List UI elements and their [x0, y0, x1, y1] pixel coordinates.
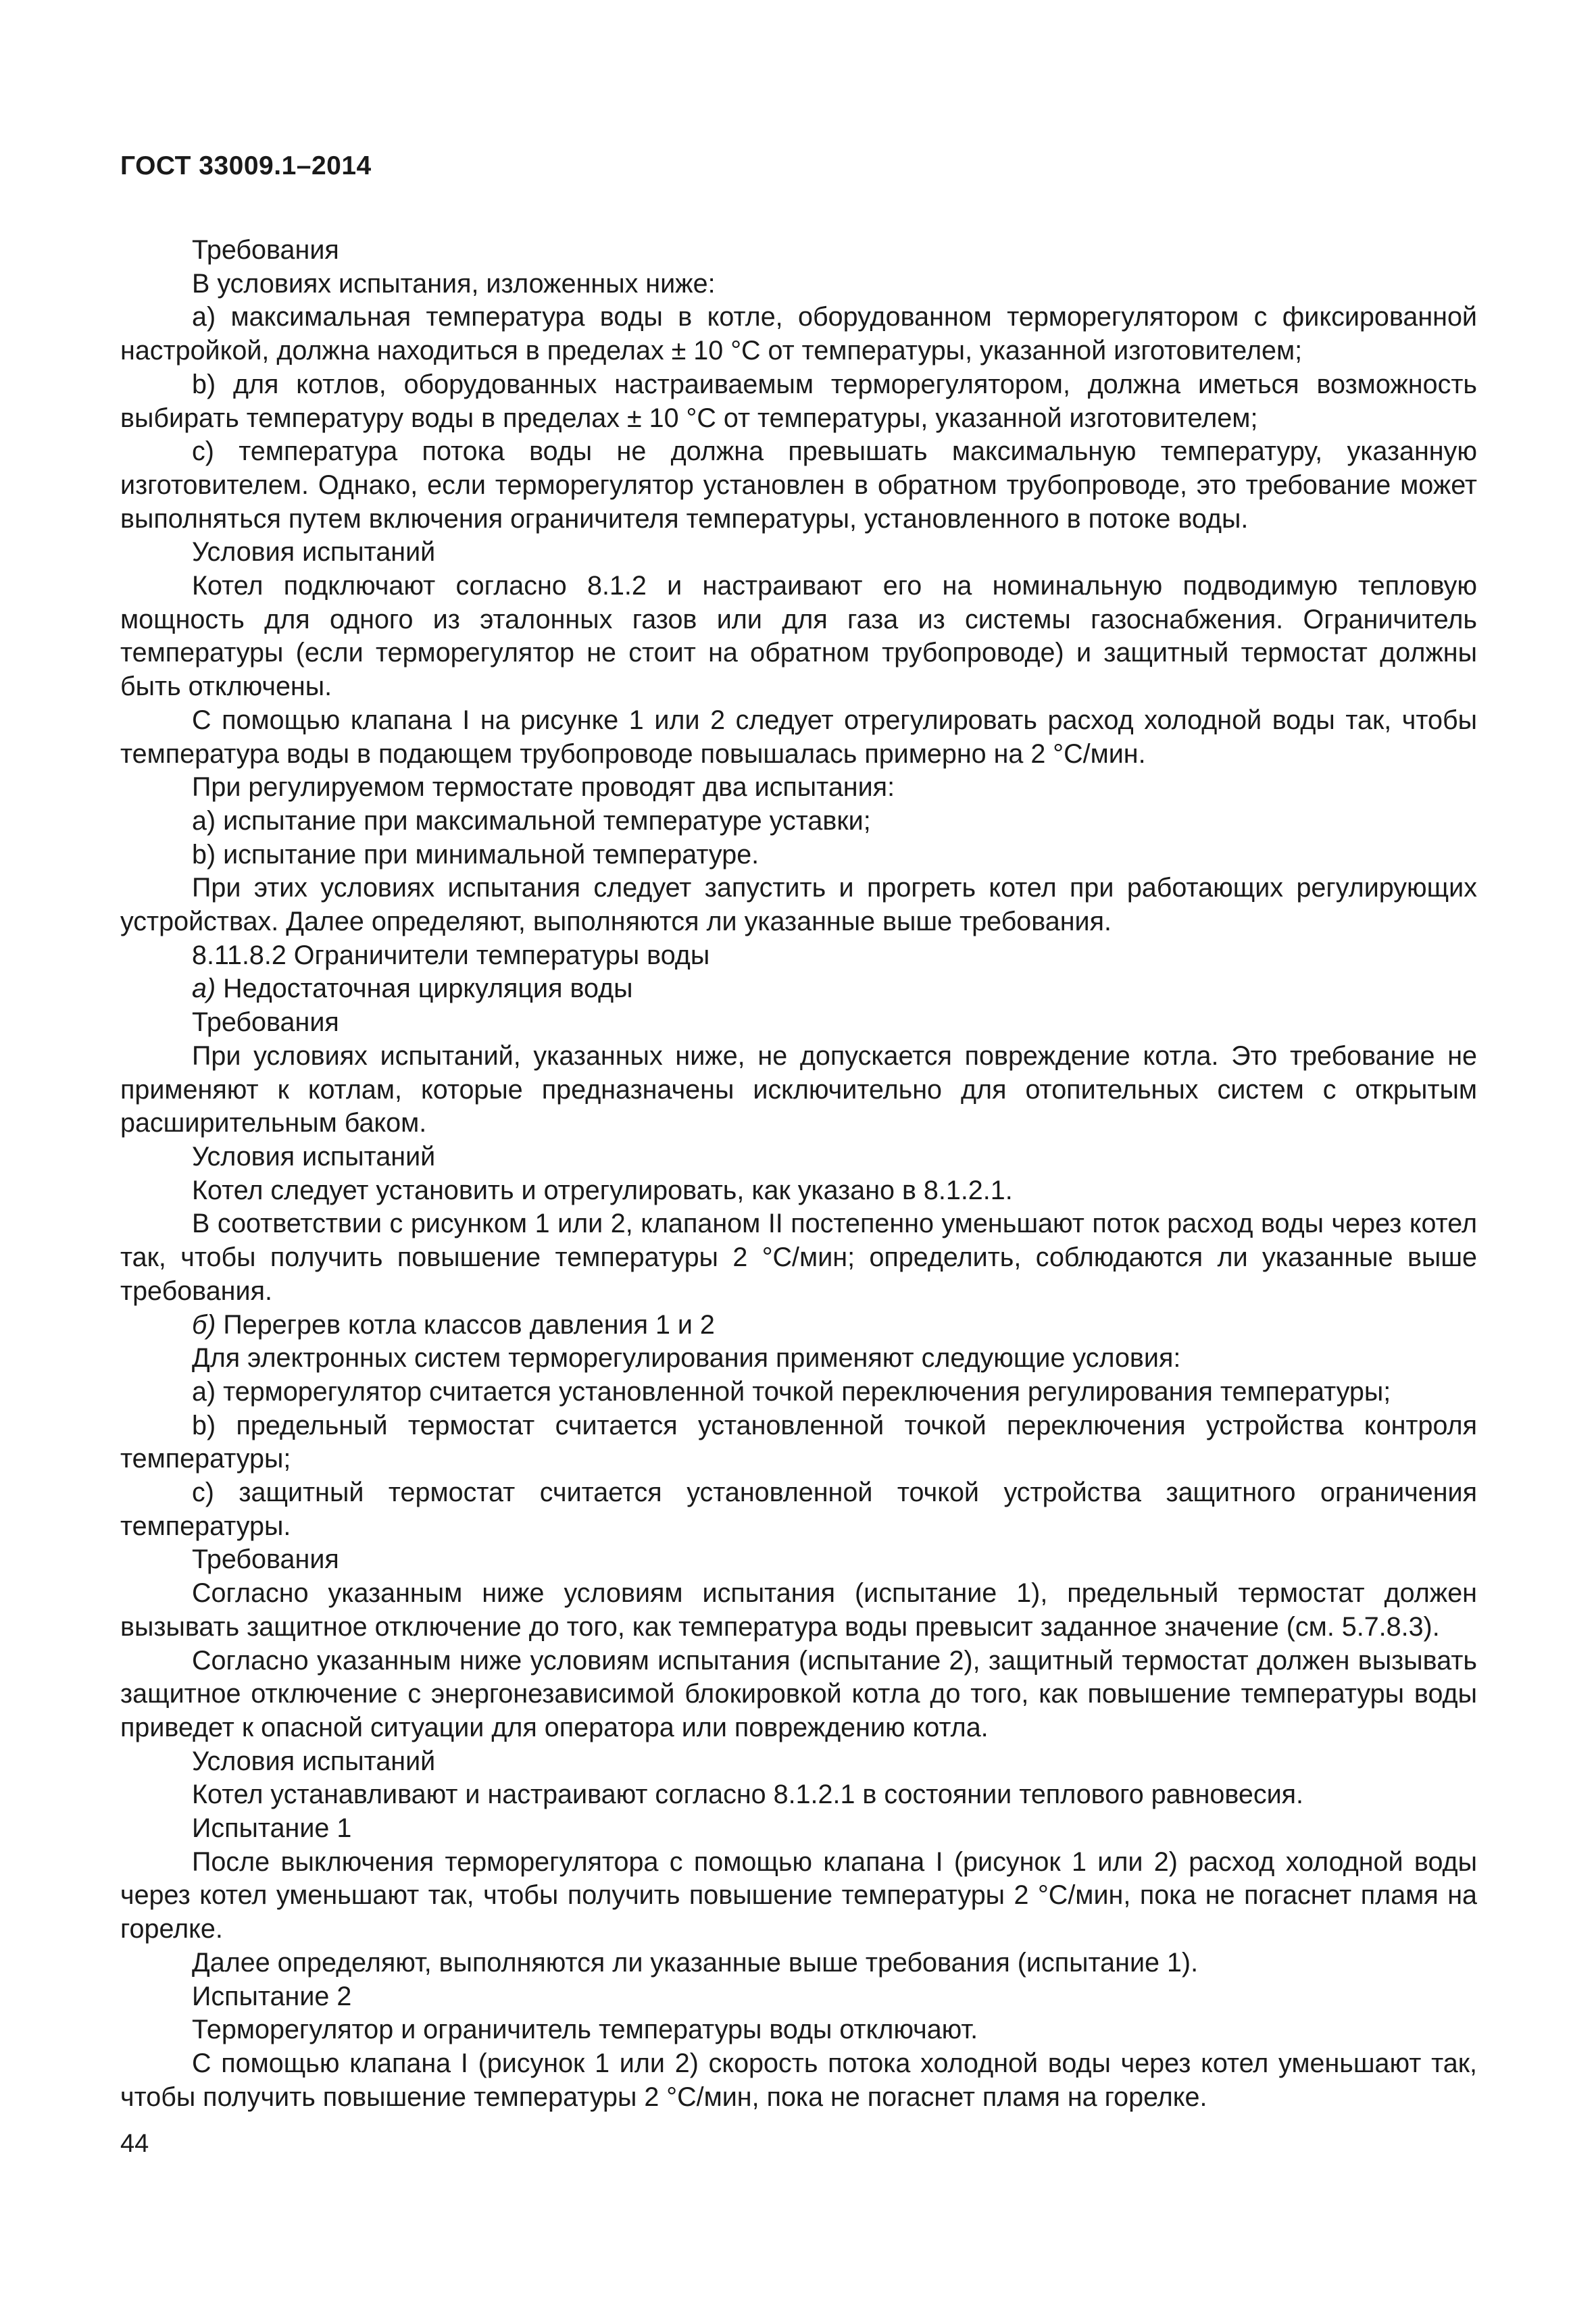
paragraph: Требования: [192, 1007, 339, 1038]
subsection-marker: а): [192, 974, 216, 1004]
paragraph: а) терморегулятор считается установленной точкой переключения регулирования температуры;: [192, 1376, 1391, 1407]
paragraph: В условиях испытания, изложенных ниже:: [192, 268, 716, 299]
paragraph: С помощью клапана I на рисунке 1 или 2 следует отрегулировать расход холодной воды так, чтобы температура воды в подающем трубопроводе повышалась примерно на 2 °С/мин.: [120, 705, 1477, 769]
paragraph: Условия испытаний: [192, 1141, 436, 1172]
paragraph: Терморегулятор и ограничитель температуры воды отключают.: [192, 2015, 978, 2045]
paragraph: Далее определяют, выполняются ли указанные выше требования (испытание 1).: [192, 1947, 1199, 1978]
paragraph: В соответствии с рисунком 1 или 2, клапаном II постепенно уменьшают поток расход воды через котел так, чтобы получить повышение температуры 2 °С/мин; определить, соблюдаются ли указанные выше требования.: [120, 1209, 1477, 1306]
paragraph: Котел подключают согласно 8.1.2 и настраивают его на номинальную подводимую тепловую мощность для одного из эталонных газов или для газа из системы газоснабжения. Ограничитель температуры (если терморегулятор не стоит на обратном трубопроводе) и защитный термостат должны быть отключены.: [120, 571, 1477, 702]
subsection-heading: [120, 1309, 1477, 1342]
paragraph: Котел устанавливают и настраивают согласно 8.1.2.1 в состоянии теплового равновесия.: [192, 1780, 1304, 1810]
paragraph: Котел следует установить и отрегулировать, как указано в 8.1.2.1.: [192, 1175, 1013, 1205]
paragraph: b) предельный термостат считается установленной точкой переключения устройства контроля температуры;: [120, 1410, 1477, 1474]
paragraph: Требования: [192, 235, 339, 265]
paragraph: С помощью клапана I (рисунок 1 или 2) скорость потока холодной воды через котел уменьшают так, чтобы получить повышение температуры 2 °С/мин, пока не погаснет пламя на горелке.: [120, 2048, 1477, 2112]
paragraph: Условия испытаний: [192, 537, 436, 568]
paragraph: а) испытание при максимальной температуре уставки;: [192, 805, 871, 836]
paragraph: с) защитный термостат считается установленной точкой устройства защитного ограничения температуры.: [120, 1478, 1477, 1541]
paragraph: Испытание 1: [192, 1813, 352, 1844]
subsection-marker: б): [192, 1309, 216, 1340]
paragraph: После выключения терморегулятора с помощью клапана I (рисунок 1 или 2) расход холодной воды через котел уменьшают так, чтобы получить повышение температуры 2 °С/мин, пока не погаснет пламя на горелке.: [120, 1846, 1477, 1944]
paragraph: При регулируемом термостате проводят два испытания:: [192, 772, 895, 803]
paragraph: Требования: [192, 1544, 339, 1575]
paragraph: Условия испытаний: [192, 1746, 436, 1776]
paragraph: b) для котлов, оборудованных настраиваемым терморегулятором, должна иметься возможность выбирать температуру воды в пределах ± 10 °С от температуры, указанной изготовителем;: [120, 369, 1477, 433]
section-heading: 8.11.8.2 Ограничители температуры воды: [192, 940, 710, 970]
subsection-heading: [120, 972, 1477, 1006]
document-body: [120, 234, 1477, 2114]
subsection-title: Перегрев котла классов давления 1 и 2: [216, 1309, 715, 1340]
paragraph: Испытание 2: [192, 1981, 352, 2011]
document-code-header: ГОСТ 33009.1–2014: [120, 151, 372, 180]
paragraph: Согласно указанным ниже условиям испытания (испытание 1), предельный термостат должен вызывать защитное отключение до того, как температура воды превысит заданное значение (см. 5.7.8.3).: [120, 1578, 1477, 1642]
paragraph: с) температура потока воды не должна превышать максимальную температуру, указанную изготовителем. Однако, если терморегулятор установлен в обратном трубопроводе, это требование может выполняться путем включения ограничителя температуры, установленного в потоке воды.: [120, 436, 1477, 534]
paragraph: При этих условиях испытания следует запустить и прогреть котел при работающих регулирующих устройствах. Далее определяют, выполняются ли указанные выше требования.: [120, 873, 1477, 937]
paragraph: b) испытание при минимальной температуре.: [192, 839, 759, 870]
paragraph: Для электронных систем терморегулирования применяют следующие условия:: [192, 1343, 1181, 1374]
paragraph: Согласно указанным ниже условиям испытания (испытание 2), защитный термостат должен вызывать защитное отключение с энергонезависимой блокировкой котла до того, как повышение температуры воды приведет к опасной ситуации для оператора или повреждению котла.: [120, 1645, 1477, 1742]
paragraph: а) максимальная температура воды в котле, оборудованном терморегулятором с фиксированной настройкой, должна находиться в пределах ± 10 °С от температуры, указанной изготовителем;: [120, 302, 1477, 366]
page-number: 44: [120, 2130, 149, 2158]
paragraph: При условиях испытаний, указанных ниже, не допускается повреждение котла. Это требование не применяют к котлам, которые предназначены исключительно для отопительных систем с открытым расширительным баком.: [120, 1040, 1477, 1138]
subsection-title: Недостаточная циркуляция воды: [216, 974, 633, 1004]
